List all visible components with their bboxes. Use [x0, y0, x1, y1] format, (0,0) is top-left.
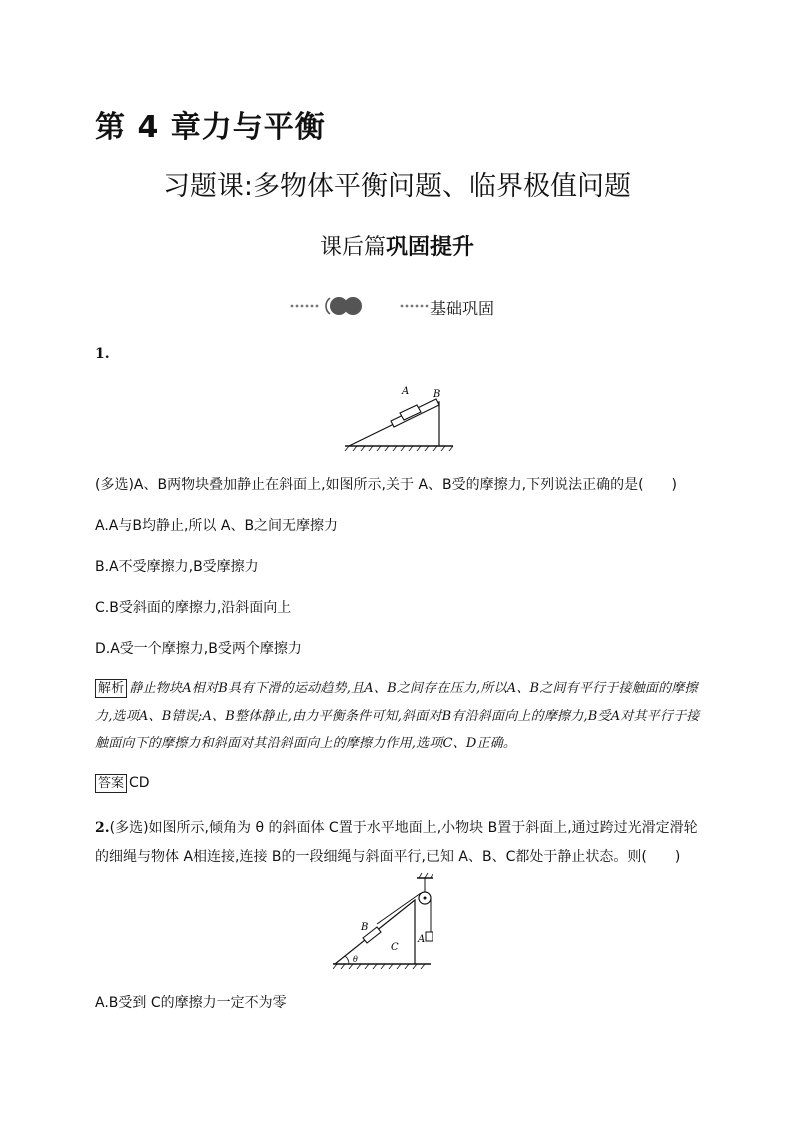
label-theta: θ: [353, 955, 358, 964]
double-circle-icon: [326, 297, 362, 315]
answer-value: CD: [129, 775, 150, 791]
q1-option-d: D.A受一个摩擦力,B受两个摩擦力: [95, 641, 302, 657]
q1-option-a: A.A与B均静止,所以 A、B之间无摩擦力: [95, 518, 339, 534]
label-b: B: [433, 389, 441, 400]
dots-right: [401, 305, 429, 308]
q1-analysis: [95, 675, 705, 758]
q1-answer: [95, 774, 150, 793]
label-a2: A: [418, 934, 426, 945]
q2-option-a: A.B受到 C的摩擦力一定不为零: [95, 995, 287, 1011]
label-c: C: [391, 942, 399, 953]
section-bold: 巩固提升: [386, 235, 475, 260]
answer-tag: 答案: [95, 774, 127, 793]
q1-stem: (多选)A、B两物块叠加静止在斜面上,如图所示,关于 A、B受的摩擦力,下列说法正确的是( ): [95, 477, 678, 493]
analysis-tag: 解析: [95, 679, 127, 698]
q2-stem: [95, 814, 705, 872]
analysis-text: 静止物块A相对B具有下滑的运动趋势,且A、B之间存在压力,所以A、B之间有平行于接触面的摩擦力,选项A、B错误;A、B整体静止,由力平衡条件可知,斜面对B有沿斜面向上的摩擦力,B受A对其平行于接触面向下的摩擦力和斜面对其沿斜面向上的摩擦力作用,选项C、D正确。: [95, 681, 700, 751]
dots-left: [291, 305, 319, 308]
section-title: [0, 230, 794, 261]
q1-option-b: B.A不受摩擦力,B受摩擦力: [95, 559, 259, 575]
q2-stem-text: (多选)如图所示,倾角为 θ 的斜面体 C置于水平地面上,小物块 B置于斜面上,通过跨过光滑定滑轮的细绳与物体 A相连接,连接 B的一段细绳与斜面平行,已知 A、B、C都处于静止状态。则( ): [95, 820, 698, 865]
label-b2: B: [361, 922, 369, 933]
block-a-hanging: [426, 932, 433, 941]
q1-figure-incline: [343, 380, 455, 452]
divider-label: 基础巩固: [430, 299, 495, 318]
section-prefix: 课后篇: [319, 235, 386, 260]
q1-number: 1.: [95, 346, 110, 362]
chapter-title: 第 4 章力与平衡: [95, 110, 326, 145]
q2-number: 2.: [95, 820, 110, 836]
q2-figure-pulley: [333, 868, 433, 970]
label-a: A: [402, 386, 410, 397]
q1-option-c: C.B受斜面的摩擦力,沿斜面向上: [95, 600, 292, 616]
lesson-title: 习题课:多物体平衡问题、临界极值问题: [162, 171, 632, 202]
